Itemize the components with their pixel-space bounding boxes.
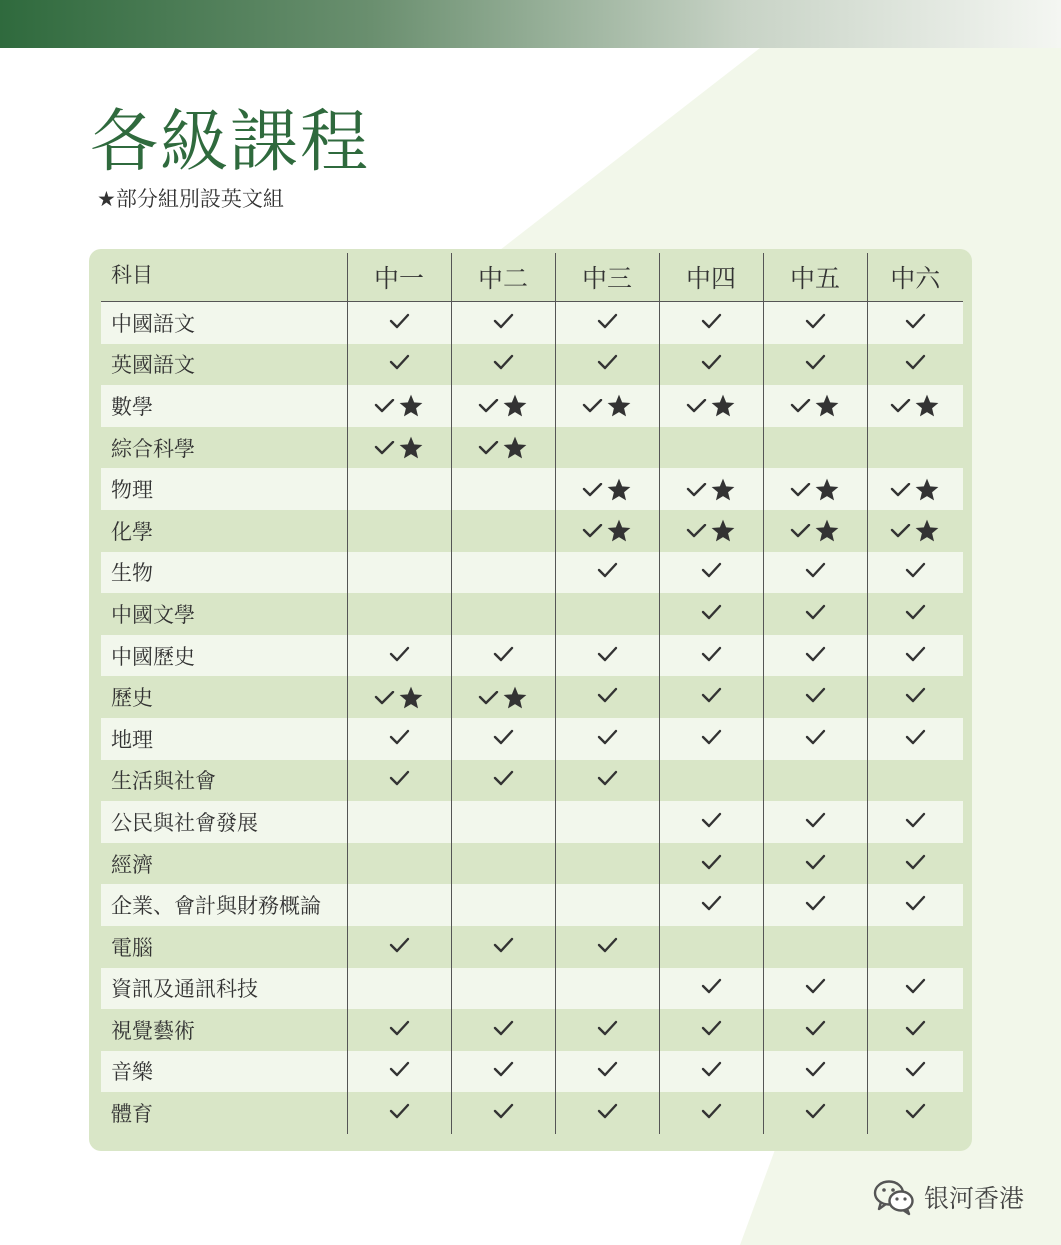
check-icon (582, 483, 604, 503)
grade-cell (763, 843, 867, 885)
subject-name: 體育 (111, 1102, 153, 1127)
table-row (101, 1009, 963, 1051)
star-icon (710, 477, 736, 503)
grade-cell (555, 427, 659, 469)
grade-cell (347, 344, 451, 386)
check-icon (700, 1019, 722, 1037)
check-icon (804, 1102, 826, 1120)
check-icon (700, 811, 722, 829)
grade-cell (867, 926, 963, 968)
check-icon (492, 769, 514, 787)
grade-cell (451, 926, 555, 968)
grade-cell (451, 843, 555, 885)
table-row (101, 468, 963, 510)
grade-cell (555, 468, 659, 510)
check-icon (790, 399, 812, 419)
grade-cell (451, 1092, 555, 1134)
star-icon (606, 393, 632, 419)
star-icon (710, 393, 736, 419)
grade-cell (555, 760, 659, 802)
grade-cell (451, 427, 555, 469)
grade-cell (659, 635, 763, 677)
grade-cell (659, 302, 763, 344)
grade-cell (867, 843, 963, 885)
check-icon (388, 1060, 410, 1078)
grade-cell (347, 635, 451, 677)
check-icon (374, 441, 396, 461)
grade-cell (451, 968, 555, 1010)
grade-cell (867, 344, 963, 386)
subject-name: 歷史 (111, 686, 153, 711)
star-icon (606, 477, 632, 503)
grade-cell (659, 801, 763, 843)
subject-column-header: 科目 (101, 253, 347, 302)
grade-cell (555, 510, 659, 552)
grade-cell (763, 552, 867, 594)
grade-header: 中二 (451, 253, 555, 302)
check-icon (904, 603, 926, 621)
check-icon (804, 603, 826, 621)
grade-cell (555, 1051, 659, 1093)
check-icon (700, 686, 722, 704)
grade-cell (451, 385, 555, 427)
grade-cell (867, 510, 963, 552)
check-icon (804, 728, 826, 746)
check-icon (804, 853, 826, 871)
grade-header: 中一 (347, 253, 451, 302)
check-icon (582, 524, 604, 544)
grade-cell (659, 427, 763, 469)
subject-name: 化學 (111, 519, 153, 544)
grade-cell (763, 1051, 867, 1093)
table-row (101, 510, 963, 552)
check-icon (804, 894, 826, 912)
check-icon (596, 645, 618, 663)
subject-name: 資訊及通訊科技 (101, 968, 347, 1010)
table-row (101, 635, 963, 677)
check-icon (804, 561, 826, 579)
check-icon (700, 1102, 722, 1120)
grade-cell (659, 1051, 763, 1093)
check-icon (904, 645, 926, 663)
check-icon (700, 645, 722, 663)
check-icon (582, 399, 604, 419)
check-icon (596, 936, 618, 954)
grade-cell (867, 427, 963, 469)
check-icon (904, 853, 926, 871)
check-icon (492, 1060, 514, 1078)
check-icon (700, 603, 722, 621)
grade-cell (451, 302, 555, 344)
check-icon (596, 1019, 618, 1037)
check-icon (890, 483, 912, 503)
subject-name: 音樂 (101, 1051, 347, 1093)
grade-cell (763, 1092, 867, 1134)
check-icon (804, 811, 826, 829)
grade-cell (867, 593, 963, 635)
subject-name: 中國歷史 (101, 635, 347, 677)
grade-cell (451, 344, 555, 386)
subject-name: 綜合科學 (111, 436, 195, 461)
check-icon (374, 399, 396, 419)
grade-cell (555, 676, 659, 718)
grade-cell (867, 1009, 963, 1051)
grade-cell (555, 552, 659, 594)
check-icon (388, 645, 410, 663)
table-row (101, 552, 963, 594)
table-row (101, 843, 963, 885)
table-row (101, 801, 963, 843)
grade-cell (347, 801, 451, 843)
grade-header: 中五 (763, 253, 867, 302)
table-row (101, 385, 963, 427)
table-row (101, 926, 963, 968)
grade-cell (763, 926, 867, 968)
grade-cell (347, 1092, 451, 1134)
table-row (101, 760, 963, 802)
check-icon (790, 483, 812, 503)
check-icon (596, 769, 618, 787)
check-icon (904, 686, 926, 704)
star-icon (914, 477, 940, 503)
check-icon (790, 524, 812, 544)
footer-brand-text: 银河香港 (924, 1184, 1025, 1213)
grade-cell (451, 801, 555, 843)
grade-cell (763, 635, 867, 677)
grade-cell (555, 718, 659, 760)
grade-cell (763, 427, 867, 469)
check-icon (700, 853, 722, 871)
check-icon (478, 441, 500, 461)
grade-cell (347, 676, 451, 718)
grade-cell (659, 718, 763, 760)
subject-name: 英國語文 (111, 353, 195, 378)
check-icon (596, 686, 618, 704)
grade-header: 中六 (867, 253, 963, 302)
check-icon (492, 728, 514, 746)
check-icon (700, 561, 722, 579)
grade-cell (867, 676, 963, 718)
star-icon (914, 518, 940, 544)
star-icon (710, 518, 736, 544)
table-header-row (101, 253, 963, 302)
grade-cell (347, 718, 451, 760)
grade-cell (659, 676, 763, 718)
grade-cell (451, 1009, 555, 1051)
grade-cell (555, 843, 659, 885)
grade-cell (451, 510, 555, 552)
table-row (101, 1051, 963, 1093)
check-icon (904, 1019, 926, 1037)
grade-cell (555, 926, 659, 968)
grade-cell (867, 1092, 963, 1134)
check-icon (700, 894, 722, 912)
check-icon (904, 353, 926, 371)
grade-cell (867, 884, 963, 926)
check-icon (596, 728, 618, 746)
check-icon (804, 1019, 826, 1037)
check-icon (904, 1102, 926, 1120)
subject-name: 公民與社會發展 (101, 801, 347, 843)
grade-cell (347, 510, 451, 552)
grade-cell (451, 1051, 555, 1093)
table-row (101, 884, 963, 926)
check-icon (492, 1019, 514, 1037)
grade-cell (555, 302, 659, 344)
grade-cell (659, 884, 763, 926)
subject-name: 視覺藝術 (111, 1018, 195, 1043)
grade-cell (867, 635, 963, 677)
curriculum-table (101, 253, 963, 1134)
check-icon (388, 1019, 410, 1037)
check-icon (388, 728, 410, 746)
subject-name: 電腦 (111, 935, 153, 960)
check-icon (904, 728, 926, 746)
subject-name: 中國語文 (101, 302, 347, 344)
wechat-icon (872, 1178, 916, 1216)
grade-cell (347, 302, 451, 344)
subject-name: 經濟 (111, 852, 153, 877)
grade-cell (867, 385, 963, 427)
grade-cell (555, 593, 659, 635)
grade-cell (451, 760, 555, 802)
page-title: 各級課程 (90, 103, 371, 182)
grade-header: 中四 (659, 253, 763, 302)
grade-cell (451, 552, 555, 594)
table-row (101, 427, 963, 469)
table-body (101, 302, 963, 1134)
grade-cell (347, 926, 451, 968)
grade-cell (763, 385, 867, 427)
check-icon (904, 561, 926, 579)
check-icon (804, 353, 826, 371)
star-icon (814, 518, 840, 544)
grade-cell (451, 593, 555, 635)
grade-cell (867, 552, 963, 594)
grade-cell (347, 593, 451, 635)
grade-cell (347, 385, 451, 427)
grade-cell (659, 593, 763, 635)
table-row (101, 302, 963, 344)
grade-cell (763, 302, 867, 344)
grade-cell (451, 468, 555, 510)
check-icon (804, 686, 826, 704)
grade-cell (659, 552, 763, 594)
grade-cell (659, 843, 763, 885)
grade-cell (555, 968, 659, 1010)
grade-cell (659, 344, 763, 386)
check-icon (700, 728, 722, 746)
footer-logo (872, 1178, 1024, 1216)
grade-cell (763, 593, 867, 635)
subject-name: 中國文學 (111, 602, 195, 627)
grade-cell (763, 344, 867, 386)
grade-cell (763, 760, 867, 802)
check-icon (700, 353, 722, 371)
subject-name: 企業、會計與財務概論 (101, 884, 347, 926)
table-row (101, 344, 963, 386)
grade-cell (867, 760, 963, 802)
grade-cell (659, 926, 763, 968)
check-icon (804, 312, 826, 330)
table-row (101, 718, 963, 760)
table-row (101, 1092, 963, 1134)
grade-cell (451, 884, 555, 926)
check-icon (596, 353, 618, 371)
grade-cell (555, 884, 659, 926)
check-icon (904, 811, 926, 829)
check-icon (388, 1102, 410, 1120)
check-icon (596, 312, 618, 330)
check-icon (596, 561, 618, 579)
english-class-note: ★部分組別設英文組 (97, 187, 284, 211)
subject-name: 生物 (101, 552, 347, 594)
grade-cell (763, 801, 867, 843)
grade-cell (659, 510, 763, 552)
grade-cell (555, 344, 659, 386)
check-icon (388, 936, 410, 954)
grade-cell (451, 718, 555, 760)
check-icon (904, 894, 926, 912)
grade-cell (659, 1092, 763, 1134)
check-icon (804, 645, 826, 663)
grade-cell (867, 468, 963, 510)
table-row (101, 593, 963, 635)
subject-name: 物理 (101, 468, 347, 510)
table-row (101, 676, 963, 718)
check-icon (804, 1060, 826, 1078)
check-icon (388, 769, 410, 787)
grade-cell (763, 718, 867, 760)
check-icon (904, 1060, 926, 1078)
grade-cell (347, 843, 451, 885)
grade-cell (763, 510, 867, 552)
check-icon (686, 483, 708, 503)
grade-cell (347, 468, 451, 510)
check-icon (686, 399, 708, 419)
grade-cell (867, 801, 963, 843)
grade-cell (867, 718, 963, 760)
grade-cell (347, 552, 451, 594)
grade-cell (867, 302, 963, 344)
grade-cell (763, 968, 867, 1010)
star-icon (914, 393, 940, 419)
grade-cell (763, 1009, 867, 1051)
check-icon (890, 524, 912, 544)
grade-cell (347, 884, 451, 926)
check-icon (904, 312, 926, 330)
grade-cell (659, 385, 763, 427)
grade-cell (347, 760, 451, 802)
check-icon (478, 399, 500, 419)
check-icon (492, 1102, 514, 1120)
star-icon (502, 393, 528, 419)
table-row (101, 968, 963, 1010)
check-icon (700, 1060, 722, 1078)
grade-cell (555, 385, 659, 427)
check-icon (492, 353, 514, 371)
star-icon (814, 477, 840, 503)
grade-cell (347, 968, 451, 1010)
check-icon (492, 645, 514, 663)
check-icon (596, 1102, 618, 1120)
check-icon (492, 936, 514, 954)
grade-cell (659, 1009, 763, 1051)
star-icon (814, 393, 840, 419)
check-icon (492, 312, 514, 330)
check-icon (700, 312, 722, 330)
grade-cell (555, 1009, 659, 1051)
check-icon (478, 691, 500, 711)
star-icon (606, 518, 632, 544)
star-icon (398, 393, 424, 419)
check-icon (374, 691, 396, 711)
grade-cell (763, 884, 867, 926)
star-icon (398, 435, 424, 461)
grade-cell (659, 760, 763, 802)
star-icon (502, 435, 528, 461)
grade-header: 中三 (555, 253, 659, 302)
grade-cell (555, 1092, 659, 1134)
grade-cell (867, 1051, 963, 1093)
subject-name: 數學 (101, 385, 347, 427)
grade-cell (347, 1009, 451, 1051)
star-icon (502, 685, 528, 711)
check-icon (596, 1060, 618, 1078)
check-icon (904, 977, 926, 995)
check-icon (890, 399, 912, 419)
grade-cell (451, 635, 555, 677)
grade-cell (451, 676, 555, 718)
star-icon (398, 685, 424, 711)
grade-cell (555, 801, 659, 843)
check-icon (686, 524, 708, 544)
grade-cell (763, 676, 867, 718)
check-icon (388, 312, 410, 330)
grade-cell (347, 427, 451, 469)
grade-cell (763, 468, 867, 510)
subject-name: 地理 (101, 718, 347, 760)
grade-cell (659, 468, 763, 510)
check-icon (388, 353, 410, 371)
grade-cell (347, 1051, 451, 1093)
grade-cell (555, 635, 659, 677)
subject-name: 生活與社會 (111, 769, 216, 794)
grade-cell (867, 968, 963, 1010)
grade-cell (659, 968, 763, 1010)
check-icon (700, 977, 722, 995)
check-icon (804, 977, 826, 995)
